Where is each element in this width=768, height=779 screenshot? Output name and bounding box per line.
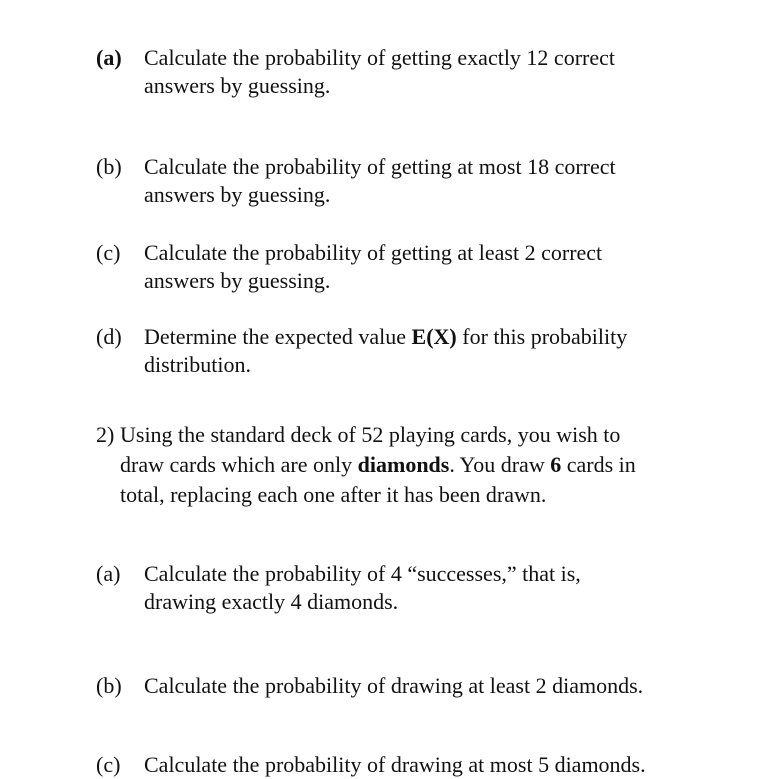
part-label: (a) — [96, 561, 121, 586]
text-line: Calculate the probability of 4 “successes,” that is, — [144, 561, 581, 586]
part-label: (c) — [96, 752, 121, 777]
text-line: Calculate the probability of drawing at most 5 diamonds. — [144, 752, 646, 777]
text-line: Calculate the probability of getting at least 2 correct — [144, 240, 603, 265]
part-text — [144, 751, 734, 779]
text-segment: for this probability — [456, 324, 628, 349]
text-line: Calculate the probability of drawing at least 2 diamonds. — [144, 673, 644, 698]
text-line — [144, 323, 734, 351]
text-line: Calculate the probability of getting at most 18 correct — [144, 154, 616, 179]
question-number: 2) — [96, 422, 115, 447]
text-line: Using the standard deck of 52 playing cards, you wish to — [120, 422, 621, 447]
text-line: drawing exactly 4 diamonds. — [144, 589, 399, 614]
part-label: (b) — [96, 673, 122, 698]
part-label: (d) — [96, 324, 122, 349]
text-segment: . You draw — [449, 452, 551, 477]
part-label: (c) — [96, 240, 121, 265]
text-line: answers by guessing. — [144, 73, 331, 98]
text-line — [120, 450, 720, 480]
part-text — [144, 560, 734, 616]
expected-value-term: E(X) — [411, 324, 457, 349]
card-count: 6 — [550, 452, 562, 477]
text-line: answers by guessing. — [144, 268, 331, 293]
text-segment: draw cards which are only — [120, 452, 358, 477]
part-text — [144, 153, 734, 209]
part-text — [144, 239, 734, 295]
part-text — [144, 44, 734, 100]
text-line: Calculate the probability of getting exactly 12 correct — [144, 45, 615, 70]
text-segment: cards in — [561, 452, 636, 477]
text-line: answers by guessing. — [144, 182, 331, 207]
part-label: (b) — [96, 154, 122, 179]
part-label: (a) — [96, 45, 122, 70]
text-line: distribution. — [144, 352, 251, 377]
part-text — [144, 672, 734, 700]
part-text — [144, 323, 734, 379]
text-segment: Determine the expected value — [144, 324, 412, 349]
diamonds-term: diamonds — [357, 452, 450, 477]
text-line: total, replacing each one after it has been drawn. — [120, 482, 547, 507]
question-text — [120, 420, 720, 510]
